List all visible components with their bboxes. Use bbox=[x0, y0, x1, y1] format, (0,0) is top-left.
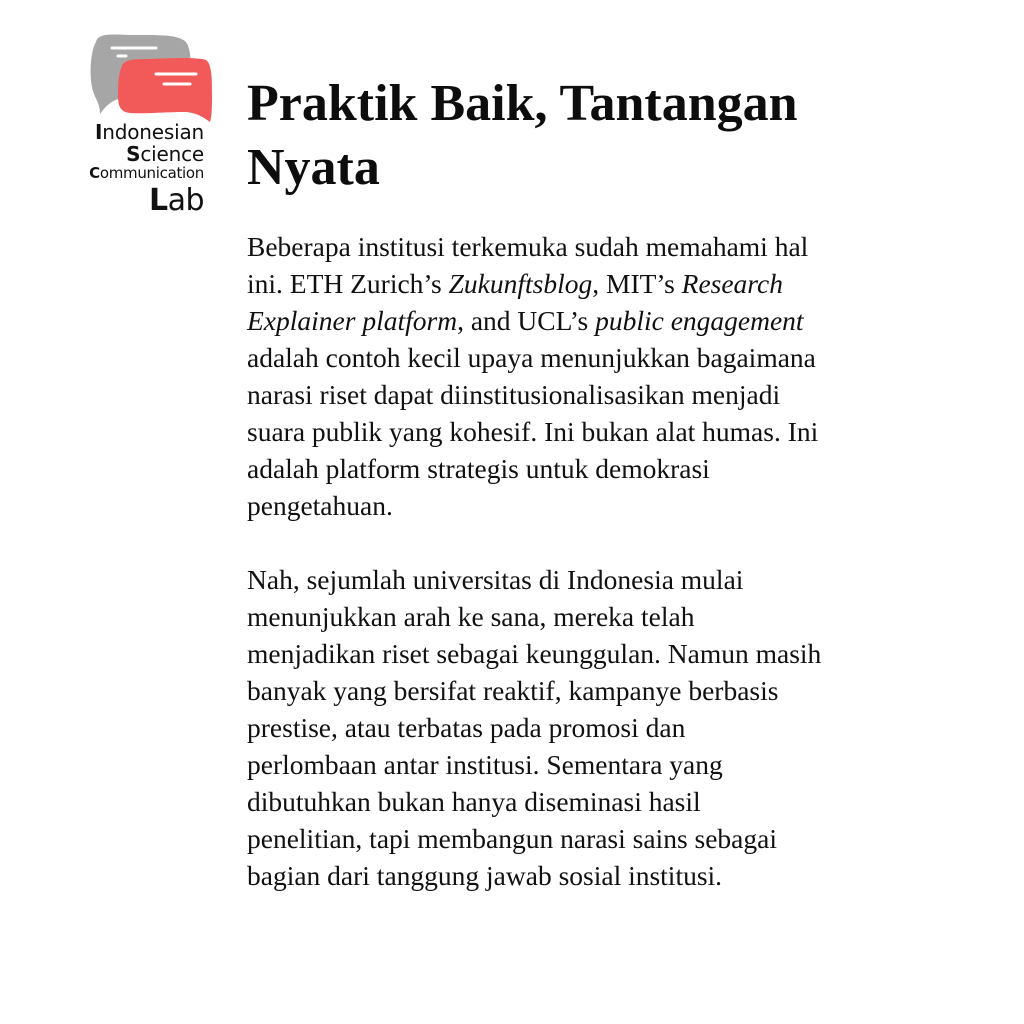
title-line: Nyata bbox=[247, 139, 380, 196]
italic-text: Explainer platform bbox=[247, 305, 458, 336]
text-segment: , MIT’s bbox=[592, 268, 682, 299]
text-segment: menjadikan riset sebagai keunggulan. Namun masih bbox=[247, 638, 822, 669]
text-line bbox=[247, 450, 977, 487]
text-line bbox=[247, 783, 977, 820]
text-line bbox=[247, 857, 977, 894]
text-segment: , and UCL’s bbox=[457, 305, 596, 336]
logo-line-lab: Lab bbox=[148, 183, 204, 218]
text-segment: Beberapa institusi terkemuka sudah memahami hal bbox=[247, 231, 809, 262]
text-segment: dibutuhkan bukan hanya diseminasi hasil bbox=[247, 786, 701, 817]
text-line bbox=[247, 746, 977, 783]
text-segment: narasi riset dapat diinstitusionalisasikan menjadi bbox=[247, 379, 781, 410]
text-line bbox=[247, 598, 977, 635]
logo-wordmark bbox=[89, 122, 204, 216]
text-line bbox=[247, 635, 977, 672]
text-segment: ini. ETH Zurich’s bbox=[247, 268, 449, 299]
front-bubble bbox=[118, 58, 212, 122]
text-line bbox=[247, 302, 977, 339]
text-segment: bagian dari tanggung jawab sosial institusi. bbox=[247, 860, 723, 891]
page-title bbox=[247, 72, 987, 200]
text-segment: prestise, atau terbatas pada promosi dan bbox=[247, 712, 686, 743]
italic-text: Research bbox=[681, 268, 783, 299]
logo-line-science: Science bbox=[126, 142, 204, 166]
text-segment: perlombaan antar institusi. Sementara yang bbox=[247, 749, 723, 780]
text-segment: penelitian, tapi membangun narasi sains sebagai bbox=[247, 823, 777, 854]
text-line bbox=[247, 672, 977, 709]
text-line bbox=[247, 265, 977, 302]
text-segment: menunjukkan arah ke sana, mereka telah bbox=[247, 601, 695, 632]
title-line: Praktik Baik, Tantangan bbox=[247, 75, 798, 132]
text-segment: Nah, sejumlah universitas di Indonesia mulai bbox=[247, 564, 744, 595]
text-line bbox=[247, 820, 977, 857]
logo bbox=[44, 30, 214, 218]
text-segment: suara publik yang kohesif. Ini bukan alat humas. Ini bbox=[247, 416, 819, 447]
logo-line-communication: Communication bbox=[89, 164, 204, 182]
text-line bbox=[247, 228, 977, 265]
text-segment: pengetahuan. bbox=[247, 490, 393, 521]
paragraph bbox=[247, 228, 977, 524]
text-line bbox=[247, 376, 977, 413]
italic-text: public engagement bbox=[595, 305, 804, 336]
text-line bbox=[247, 561, 977, 598]
text-line bbox=[247, 709, 977, 746]
text-line bbox=[247, 487, 977, 524]
text-segment: adalah platform strategis untuk demokrasi bbox=[247, 453, 710, 484]
article-body bbox=[247, 228, 977, 931]
paragraph bbox=[247, 561, 977, 894]
text-segment: adalah contoh kecil upaya menunjukkan bagaimana bbox=[247, 342, 816, 373]
italic-text: Zukunftsblog bbox=[448, 268, 593, 299]
text-line bbox=[247, 339, 977, 376]
text-segment: banyak yang bersifat reaktif, kampanye berbasis bbox=[247, 675, 779, 706]
chat-bubbles-icon bbox=[88, 32, 216, 124]
text-line bbox=[247, 413, 977, 450]
logo-line-indonesian: Indonesian bbox=[95, 120, 204, 144]
